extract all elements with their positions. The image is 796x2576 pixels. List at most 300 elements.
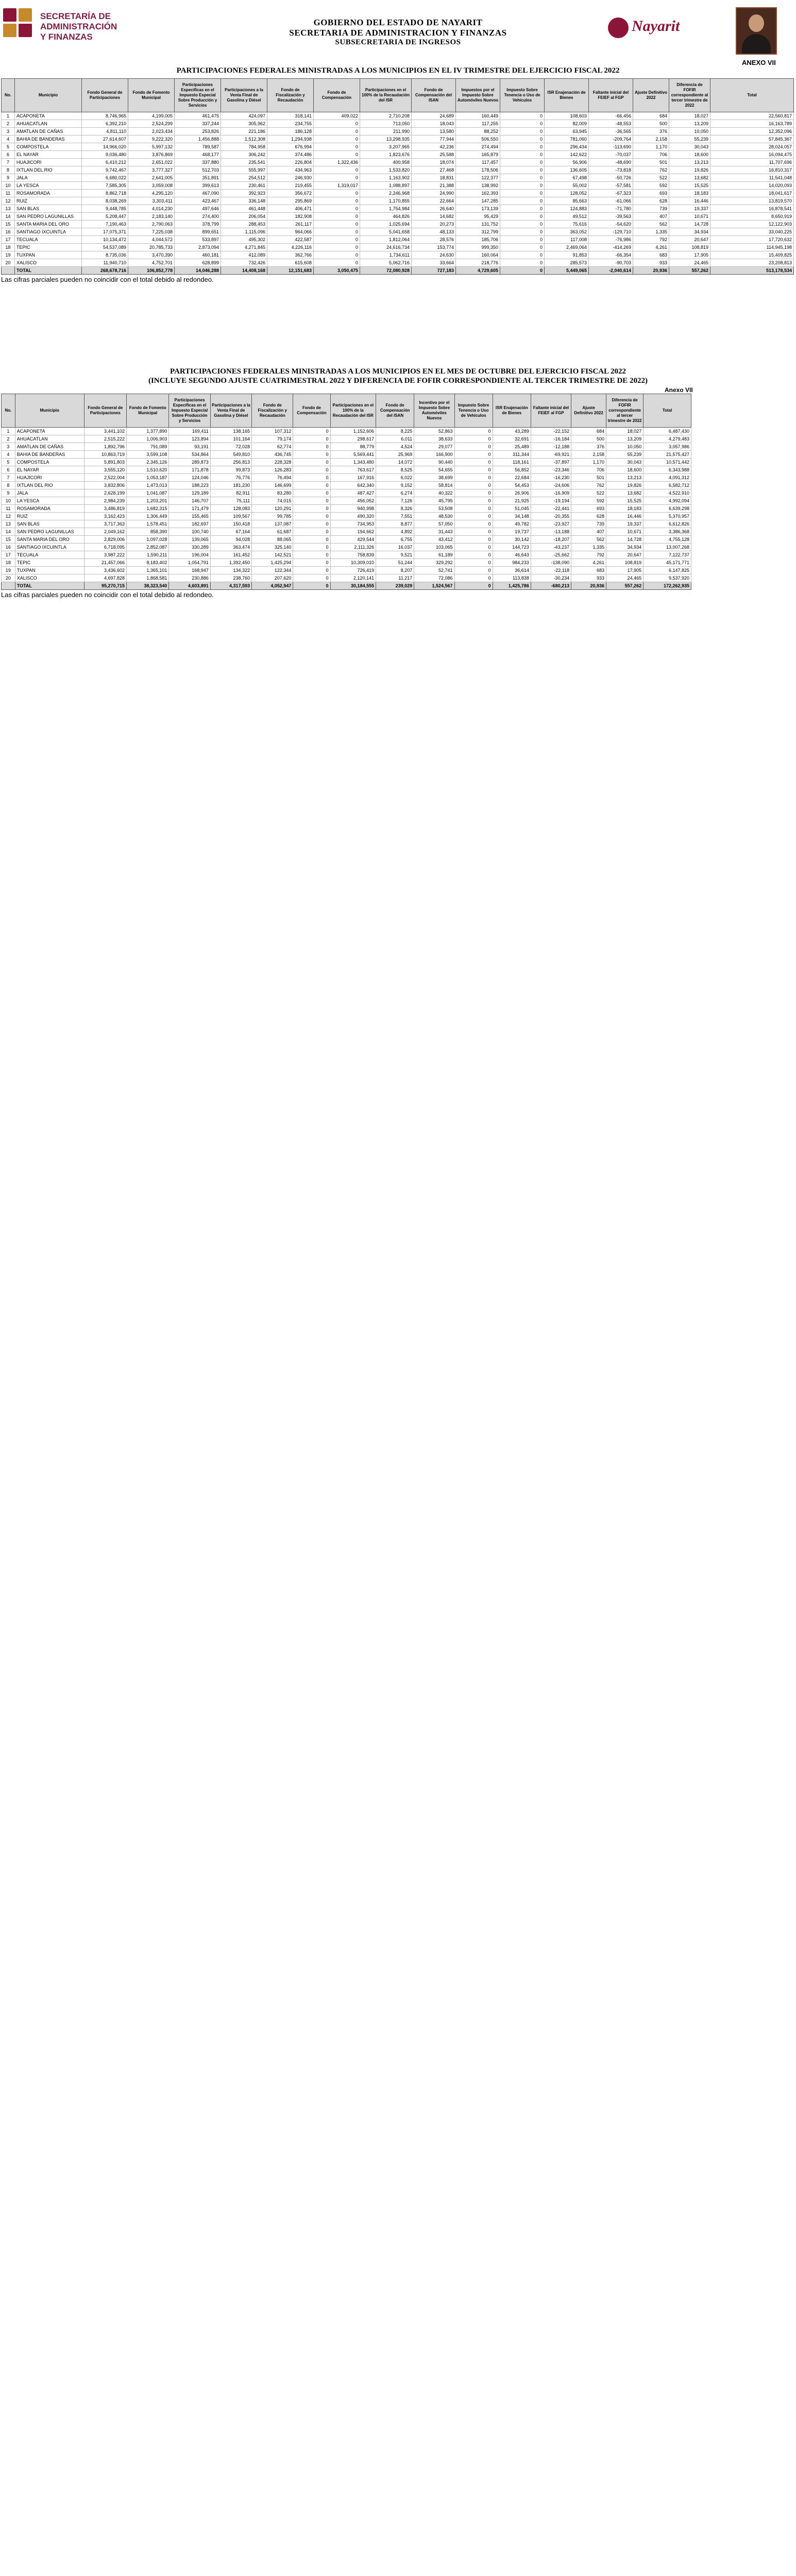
table-cell: 18 (2, 244, 15, 251)
municipio-cell: AHUACATLAN (15, 435, 84, 443)
table-cell: 218,776 (456, 259, 500, 267)
government-title: GOBIERNO DEL ESTADO DE NAYARIT (313, 18, 483, 27)
municipio-cell: TOTAL (15, 582, 84, 590)
table-cell: 18,074 (412, 159, 456, 166)
table-cell: 9,537,920 (643, 574, 691, 582)
municipio-cell: TEPIC (15, 559, 84, 567)
table-cell: 114,945,198 (710, 244, 794, 251)
municipio-cell: AMATLAN DE CAÑAS (15, 443, 84, 451)
table-cell: 2,515,222 (84, 435, 126, 443)
table-cell: 15,525 (606, 497, 643, 505)
table-cell: 298,617 (330, 435, 376, 443)
table-cell: 43,289 (493, 428, 531, 435)
table-cell: 549,810 (210, 451, 251, 459)
table-cell: 118,161 (493, 459, 531, 466)
table-cell: 683 (571, 567, 606, 574)
table-cell: 0 (454, 497, 493, 505)
table-cell: 0 (454, 435, 493, 443)
table-cell: 9,448,785 (82, 205, 128, 213)
table-cell: 17,905 (606, 567, 643, 574)
table-cell: 72,028 (210, 443, 251, 451)
table-cell: 684 (633, 112, 669, 120)
table-cell: 424,097 (221, 112, 267, 120)
table-cell: 5 (2, 459, 15, 466)
municipio-cell: COMPOSTELA (15, 143, 82, 151)
table-cell: 1,054,791 (169, 559, 210, 567)
table-cell: -54,620 (589, 221, 633, 228)
table-cell: -22,152 (531, 428, 571, 435)
column-header: Fondo General de Participaciones (82, 79, 128, 112)
table-cell: -39,563 (589, 213, 633, 221)
table-cell: 24,616,734 (360, 244, 412, 251)
table-cell: 534,864 (169, 451, 210, 459)
table-cell: 99,785 (252, 513, 293, 520)
table-cell: 0 (293, 482, 330, 489)
table-cell: 436,745 (252, 451, 293, 459)
municipio-cell: EL NAYAR (15, 466, 84, 474)
table-cell: 172,262,935 (643, 582, 691, 590)
table-cell: 9,152 (376, 482, 414, 489)
nayarit-wordmark: Nayarit (632, 18, 680, 35)
municipio-cell: IXTLAN DEL RIO (15, 482, 84, 489)
table-cell: 406,471 (267, 205, 314, 213)
table-cell: -13,188 (531, 528, 571, 536)
table-cell: 4,052,947 (252, 582, 293, 590)
table-cell: 468,177 (175, 151, 221, 159)
table-cell: 0 (293, 505, 330, 513)
table-cell: 117,255 (456, 120, 500, 128)
municipio-cell: SANTIAGO IXCUINTLA (15, 228, 82, 236)
municipio-cell: SANTA MARIA DEL ORO (15, 221, 82, 228)
table-cell: 2,710,208 (360, 112, 412, 120)
table-cell: 109,567 (210, 513, 251, 520)
table-cell: 4,752,701 (128, 259, 175, 267)
table-cell: 234,755 (267, 120, 314, 128)
table-row (2, 536, 691, 544)
table-cell: -16,230 (531, 474, 571, 482)
table-cell: 0 (454, 567, 493, 574)
column-header: Municipio (15, 79, 82, 112)
table-cell: 24,465 (606, 574, 643, 582)
table-cell: 0 (314, 166, 360, 174)
table-cell: 43,412 (414, 536, 454, 544)
table-cell: 289,873 (169, 459, 210, 466)
table-cell: 999,350 (456, 244, 500, 251)
table-cell: 2,984,239 (84, 497, 126, 505)
table-cell: 4 (2, 135, 15, 143)
table-cell: 138,992 (456, 182, 500, 190)
table-cell: 295,869 (267, 197, 314, 205)
table-cell: 24,465 (669, 259, 710, 267)
table-cell: 792 (633, 236, 669, 244)
table-cell: 100,740 (169, 528, 210, 536)
table-cell: 124,046 (169, 474, 210, 482)
table-cell: 7,225,038 (128, 228, 175, 236)
table-cell: 14,728 (669, 221, 710, 228)
secretariat-title: SECRETARIA DE ADMINISTRACION Y FINANZAS (289, 28, 507, 38)
table-cell: 142,521 (252, 551, 293, 559)
table-cell: -66,456 (589, 112, 633, 120)
table-cell: 6,755 (376, 536, 414, 544)
table-cell: 11,217 (376, 574, 414, 582)
table-cell (2, 267, 15, 275)
table-row (2, 205, 794, 213)
table-cell: 5,370,957 (643, 513, 691, 520)
table-row (2, 574, 691, 582)
table-cell: 1,152,606 (330, 428, 376, 435)
table-cell: 58,814 (414, 482, 454, 489)
table-cell: 9 (2, 174, 15, 182)
table-row (2, 190, 794, 197)
table-cell: 22,664 (412, 197, 456, 205)
table-cell: 32,691 (493, 435, 531, 443)
table-cell: 6,582,712 (643, 482, 691, 489)
table-row (2, 482, 691, 489)
table-row (2, 213, 794, 221)
table-cell: 392,923 (221, 190, 267, 197)
table-cell: 3,470,390 (128, 251, 175, 259)
table-cell: 0 (293, 536, 330, 544)
table-cell: 0 (293, 559, 330, 567)
table-cell: 46,643 (493, 551, 531, 559)
table-cell: 0 (293, 551, 330, 559)
table-row (2, 221, 794, 228)
table-cell: 1,306,449 (127, 513, 169, 520)
table-cell: 2 (2, 435, 15, 443)
table-cell: 0 (500, 159, 545, 166)
table-cell: 423,467 (175, 197, 221, 205)
table-cell: 0 (454, 428, 493, 435)
table-cell: 789,587 (175, 143, 221, 151)
table-cell: 3,876,869 (128, 151, 175, 159)
table-cell: 95,429 (456, 213, 500, 221)
table-cell: -19,194 (531, 497, 571, 505)
table-cell: 188,223 (169, 482, 210, 489)
table-cell: 168,947 (169, 567, 210, 574)
table-cell: -23,927 (531, 520, 571, 528)
table-cell: 1,163,902 (360, 174, 412, 182)
table-cell: 3,162,423 (84, 513, 126, 520)
table-row (2, 451, 691, 459)
table-cell: 734,953 (330, 520, 376, 528)
table-cell: 1,892,796 (84, 443, 126, 451)
table-cell: 739 (633, 205, 669, 213)
table-cell: 285,573 (545, 259, 589, 267)
rounding-note: Las cifras parciales pueden no coincidir con el total debido al redondeo. (1, 591, 214, 599)
table-cell: 1,456,888 (175, 135, 221, 143)
table-cell: 128,083 (210, 505, 251, 513)
table-cell: 0 (454, 505, 493, 513)
table-cell: 706 (571, 466, 606, 474)
table-cell: 54,537,089 (82, 244, 128, 251)
table-cell: 18,043 (412, 120, 456, 128)
table-cell: 500 (633, 120, 669, 128)
table-cell: 1,425,294 (252, 559, 293, 567)
table-cell: 15,525 (669, 182, 710, 190)
table-cell: 91,853 (545, 251, 589, 259)
table-cell: 1,088,897 (360, 182, 412, 190)
table-cell: -138,090 (531, 559, 571, 567)
table-cell: 0 (454, 528, 493, 536)
table-cell: 34,934 (606, 544, 643, 551)
table-cell: 2,641,005 (128, 174, 175, 182)
table-cell: 14,682 (412, 213, 456, 221)
table-cell: 0 (293, 513, 330, 520)
table-cell: 376 (633, 128, 669, 135)
table-cell: 55,239 (669, 135, 710, 143)
table-cell: 13,209 (669, 120, 710, 128)
table-cell: 7,126 (376, 497, 414, 505)
table-row (2, 182, 794, 190)
table-cell: 429,544 (330, 536, 376, 544)
table-cell: 49,512 (545, 213, 589, 221)
table-cell: 82,009 (545, 120, 589, 128)
table-cell: 8,650,919 (710, 213, 794, 221)
table-cell: 6,011 (376, 435, 414, 443)
table-cell: 62,774 (252, 443, 293, 451)
total-row (2, 267, 794, 275)
table-cell: 784,958 (221, 143, 267, 151)
table-cell: 61,687 (252, 528, 293, 536)
table-cell: 434,963 (267, 166, 314, 174)
table-cell: 8,207 (376, 567, 414, 574)
table-cell: 18,027 (606, 428, 643, 435)
municipio-cell: JALA (15, 174, 82, 182)
table-cell: 713,050 (360, 120, 412, 128)
table-cell: 726,419 (330, 567, 376, 574)
table-cell: 2,524,299 (128, 120, 175, 128)
municipio-cell: TECUALA (15, 236, 82, 244)
table-row (2, 520, 691, 528)
table-cell: 14,020,093 (710, 182, 794, 190)
table-cell: 261,117 (267, 221, 314, 228)
table-cell: 3 (2, 443, 15, 451)
table-cell: 562 (633, 221, 669, 228)
table-cell: 3,436,602 (84, 567, 126, 574)
nayarit-emblem-icon (608, 18, 629, 38)
table-cell: 0 (314, 228, 360, 236)
table-cell: 185,706 (456, 236, 500, 244)
table-cell: 0 (500, 182, 545, 190)
table-cell: 2,158 (571, 451, 606, 459)
table-cell: 0 (454, 459, 493, 466)
table-cell: 206,054 (221, 213, 267, 221)
table-cell: 467,090 (175, 190, 221, 197)
table-cell: 4,522,910 (643, 489, 691, 497)
table-cell: 0 (454, 513, 493, 520)
municipio-cell: SAN PEDRO LAGUNILLAS (15, 213, 82, 221)
table-cell: 122,344 (252, 567, 293, 574)
table-cell: 38,633 (414, 435, 454, 443)
table-cell: 20,273 (412, 221, 456, 228)
table-cell: 27,614,607 (82, 135, 128, 143)
table-row (2, 528, 691, 536)
table-cell: 0 (293, 489, 330, 497)
section-title: PARTICIPACIONES FEDERALES MINISTRADAS A LOS MUNICIPIOS EN EL MES DE OCTUBRE DEL EJERCICIO FISCAL 2022 (170, 367, 626, 376)
table-cell: 0 (500, 259, 545, 267)
table-cell: -22,118 (531, 567, 571, 574)
table-row (2, 197, 794, 205)
table-cell: 296,434 (545, 143, 589, 151)
table-cell: 16,446 (606, 513, 643, 520)
table-cell: 1,170 (571, 459, 606, 466)
table-cell: 22,684 (493, 474, 531, 482)
table-cell: 933 (633, 259, 669, 267)
table-cell: 0 (293, 497, 330, 505)
table-cell: 10 (2, 182, 15, 190)
table-cell: 124,883 (545, 205, 589, 213)
table-cell: 3,059,008 (128, 182, 175, 190)
table-cell: 858,390 (127, 528, 169, 536)
table-cell: 14,408,168 (221, 267, 267, 275)
table-cell: 45,795 (414, 497, 454, 505)
table-cell: 4,261 (633, 244, 669, 251)
table-cell: 219,455 (267, 182, 314, 190)
column-header: Participaciones en el 100% de la Recaudación del ISR (330, 394, 376, 428)
total-row (2, 582, 691, 590)
table-cell: 108,603 (545, 112, 589, 120)
table-cell: 55,239 (606, 451, 643, 459)
section-octubre (0, 367, 796, 599)
table-cell: 166,900 (414, 451, 454, 459)
column-header: No. (2, 394, 15, 428)
column-header: Impuestos por el Impuesto Sobre Automóviles Nuevos (456, 79, 500, 112)
table-cell: 56,906 (545, 159, 589, 166)
table-cell: 15 (2, 536, 15, 544)
table-cell: 2,852,087 (127, 544, 169, 551)
municipio-cell: ROSAMORADA (15, 505, 84, 513)
table-cell: 5,569,441 (330, 451, 376, 459)
municipio-cell: SAN BLAS (15, 205, 82, 213)
table-cell: 628,899 (175, 259, 221, 267)
table-cell: 0 (500, 236, 545, 244)
table-row (2, 120, 794, 128)
table-cell: 21,388 (412, 182, 456, 190)
table-cell: 501 (633, 159, 669, 166)
table-cell: 684 (571, 428, 606, 435)
table-cell: 5,041,658 (360, 228, 412, 236)
table-cell: 1,115,096 (221, 228, 267, 236)
table-row (2, 513, 691, 520)
table-cell: 40,322 (414, 489, 454, 497)
table-cell: 422,587 (267, 236, 314, 244)
table-cell: 147,285 (456, 197, 500, 205)
table-cell: 312,799 (456, 228, 500, 236)
table-cell: 16 (2, 228, 15, 236)
table-cell: 26,906 (493, 489, 531, 497)
municipio-cell: XALISCO (15, 259, 82, 267)
table-row (2, 128, 794, 135)
table-cell: 13,682 (669, 174, 710, 182)
table-row (2, 236, 794, 244)
table-row (2, 497, 691, 505)
section-iv-trimestre (0, 66, 796, 283)
table-cell: 1,590,211 (127, 551, 169, 559)
table-cell: 2,522,004 (84, 474, 126, 482)
table-cell: 1,322,436 (314, 159, 360, 166)
table-cell: 0 (500, 135, 545, 143)
table-cell: 899,651 (175, 228, 221, 236)
municipio-cell: SANTIAGO IXCUINTLA (15, 544, 84, 551)
table-cell: 461,448 (221, 205, 267, 213)
column-header: Fondo de Compensación (293, 394, 330, 428)
table-cell: 7,551 (376, 513, 414, 520)
column-header: ISR Enajenación de Bienes (545, 79, 589, 112)
table-cell: 24,630 (412, 251, 456, 259)
table-cell: 25,489 (493, 443, 531, 451)
table-cell: 17,075,371 (82, 228, 128, 236)
table-cell: 0 (454, 574, 493, 582)
table-cell: -30,234 (531, 574, 571, 582)
table-cell: 253,826 (175, 128, 221, 135)
column-header: Diferencia de FOFIR correspondiente al tercer trimestre de 2022 (669, 79, 710, 112)
table-cell: 268,678,716 (82, 267, 128, 275)
table-cell: 456,052 (330, 497, 376, 505)
table-cell: 330,289 (169, 544, 210, 551)
table-cell: 792 (571, 551, 606, 559)
table-cell: 79,174 (252, 435, 293, 443)
column-header: Fondo de Fomento Municipal (128, 79, 175, 112)
column-header: Fondo de Compensación (314, 79, 360, 112)
table-cell: 706 (633, 151, 669, 159)
table-cell: 11,940,710 (82, 259, 128, 267)
table-cell: 36,614 (493, 567, 531, 574)
table-cell: 676,994 (267, 143, 314, 151)
table-cell: 7 (2, 159, 15, 166)
table-cell: 16,094,475 (710, 151, 794, 159)
table-cell: 0 (314, 236, 360, 244)
table-cell: 8,183,402 (127, 559, 169, 567)
table-cell: -414,269 (589, 244, 633, 251)
table-cell: 48,530 (414, 513, 454, 520)
table-cell: 10,571,442 (643, 459, 691, 466)
table-cell: 76,494 (252, 474, 293, 482)
table-cell: 33,664 (412, 259, 456, 267)
table-cell: 16,878,541 (710, 205, 794, 213)
anexo-label: Anexo VII (665, 386, 693, 394)
table-cell: 5,891,803 (84, 459, 126, 466)
table-cell: 11 (2, 505, 15, 513)
table-cell: 4,755,128 (643, 536, 691, 544)
table-cell: 30,184,555 (330, 582, 376, 590)
table-cell: 186,128 (267, 128, 314, 135)
column-header: Total (710, 79, 794, 112)
table-cell: 77,944 (412, 135, 456, 143)
table-cell: -22,441 (531, 505, 571, 513)
table-cell: 1 (2, 428, 15, 435)
table-cell: 4,317,593 (210, 582, 251, 590)
table-cell: 1,170 (633, 143, 669, 151)
table-cell: 18,831 (412, 174, 456, 182)
table-cell: 1,754,984 (360, 205, 412, 213)
table-cell: 29,077 (414, 443, 454, 451)
table-cell: 732,426 (221, 259, 267, 267)
table-cell: -113,690 (589, 143, 633, 151)
table-cell: 254,512 (221, 174, 267, 182)
table-cell: 460,181 (175, 251, 221, 259)
table-row (2, 251, 794, 259)
table-cell: 20,647 (669, 236, 710, 244)
table-cell: 19,826 (669, 166, 710, 174)
table-cell: 171,479 (169, 505, 210, 513)
table-cell: 54,655 (414, 466, 454, 474)
table-cell: 0 (293, 451, 330, 459)
table-cell: 8,525 (376, 466, 414, 474)
table-cell: 21,575,427 (643, 451, 691, 459)
table-cell: 0 (314, 190, 360, 197)
table-cell: 27,468 (412, 166, 456, 174)
table-cell: 16,810,317 (710, 166, 794, 174)
